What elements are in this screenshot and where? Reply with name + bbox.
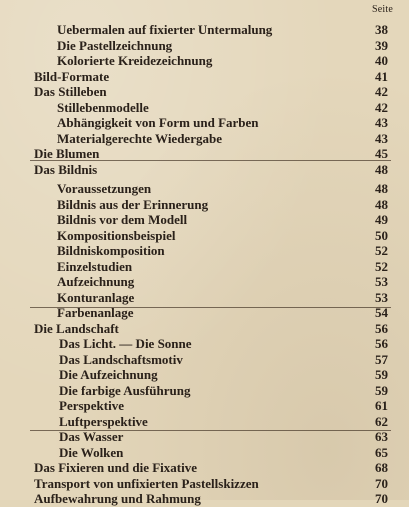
toc-entry xyxy=(0,321,409,337)
toc-entry xyxy=(0,398,409,414)
toc-entry-title: Voraussetzungen xyxy=(57,181,152,196)
toc-entry xyxy=(0,476,409,492)
toc-entry-title: Die Pastellzeichnung xyxy=(57,37,173,53)
section-divider xyxy=(30,160,391,161)
toc-entry-page: 59 xyxy=(375,367,388,382)
toc-entry-page: 68 xyxy=(375,460,388,475)
page-column-header: Seite xyxy=(372,4,393,15)
toc-entry-page: 48 xyxy=(375,196,388,212)
toc-entry-title: Transport von unfixierten Pastellskizzen xyxy=(34,475,259,491)
toc-entry-page: 65 xyxy=(375,444,388,460)
toc-entry-page: 56 xyxy=(375,320,388,336)
toc-entry xyxy=(0,491,409,507)
toc-entry-title: Das Stilleben xyxy=(34,84,107,99)
toc-entry-title: Bild-Formate xyxy=(34,68,110,84)
toc-entry-title: Aufbewahrung und Rahmung xyxy=(34,491,201,506)
toc-entry xyxy=(0,243,409,259)
toc-entry xyxy=(0,429,409,445)
toc-entry-title: Materialgerechte Wiedergabe xyxy=(57,130,222,146)
toc-entry xyxy=(0,367,409,383)
toc-entry xyxy=(0,100,409,116)
toc-entry-page: 42 xyxy=(375,84,388,99)
toc-entry-title: Das Landschaftsmotiv xyxy=(59,351,183,367)
section-divider xyxy=(30,430,391,431)
toc-entry-title: Die farbige Ausführung xyxy=(59,382,191,398)
table-of-contents xyxy=(0,22,409,507)
toc-entry-page: 43 xyxy=(375,115,388,130)
toc-entry-page: 42 xyxy=(375,99,388,115)
toc-entry-page: 40 xyxy=(375,53,388,68)
toc-entry xyxy=(0,414,409,430)
toc-entry xyxy=(0,181,409,197)
toc-entry-title: Luftperspektive xyxy=(59,413,148,429)
toc-entry-page: 50 xyxy=(375,227,388,243)
toc-entry-page: 70 xyxy=(375,491,388,506)
toc-entry-page: 61 xyxy=(375,398,388,413)
toc-entry xyxy=(0,162,409,178)
toc-entry-title: Kompositionsbeispiel xyxy=(57,227,176,243)
toc-entry-title: Stillebenmodelle xyxy=(57,99,149,115)
toc-entry xyxy=(0,212,409,228)
toc-entry-page: 62 xyxy=(375,413,388,429)
toc-entry-title: Das Bildnis xyxy=(34,161,98,177)
toc-entry-title: Konturanlage xyxy=(57,289,135,305)
toc-entry xyxy=(0,22,409,38)
toc-entry xyxy=(0,460,409,476)
toc-entry-title: Uebermalen auf fixierter Untermalung xyxy=(57,22,273,37)
toc-entry xyxy=(0,84,409,100)
toc-entry-page: 41 xyxy=(375,68,388,84)
toc-entry xyxy=(0,336,409,352)
toc-entry-page: 52 xyxy=(375,258,388,274)
toc-entry xyxy=(0,197,409,213)
toc-entry-page: 39 xyxy=(375,37,388,53)
toc-entry-title: Kolorierte Kreidezeichnung xyxy=(57,53,213,68)
toc-entry xyxy=(0,383,409,399)
toc-entry-title: Aufzeichnung xyxy=(57,274,135,289)
toc-entry-title: Bildnis aus der Erinnerung xyxy=(57,196,209,212)
section-divider xyxy=(30,307,391,308)
toc-entry-title: Die Landschaft xyxy=(34,320,119,336)
toc-entry xyxy=(0,259,409,275)
toc-entry-page: 63 xyxy=(375,429,388,444)
toc-entry-title: Die Wolken xyxy=(59,444,124,460)
toc-entry-title: Einzelstudien xyxy=(57,258,133,274)
toc-entry-title: Farbenanlage xyxy=(57,305,134,320)
toc-entry xyxy=(0,290,409,306)
toc-entry-title: Das Wasser xyxy=(59,429,124,444)
toc-entry xyxy=(0,38,409,54)
toc-entry xyxy=(0,115,409,131)
toc-entry-page: 38 xyxy=(375,22,388,37)
toc-entry-page: 53 xyxy=(375,274,388,289)
toc-entry-page: 52 xyxy=(375,243,388,258)
toc-entry-page: 43 xyxy=(375,130,388,146)
toc-entry-title: Das Fixieren und die Fixative xyxy=(34,460,197,475)
toc-entry-page: 48 xyxy=(375,181,388,196)
toc-entry-title: Perspektive xyxy=(59,398,124,413)
toc-entry-page: 57 xyxy=(375,351,388,367)
toc-entry-page: 59 xyxy=(375,382,388,398)
toc-entry xyxy=(0,69,409,85)
toc-entry-title: Die Aufzeichnung xyxy=(59,367,158,382)
toc-entry xyxy=(0,445,409,461)
toc-entry-page: 70 xyxy=(375,475,388,491)
toc-entry-page: 49 xyxy=(375,212,388,227)
toc-entry xyxy=(0,274,409,290)
toc-entry-page: 53 xyxy=(375,289,388,305)
toc-entry xyxy=(0,228,409,244)
toc-entry-page: 45 xyxy=(375,146,388,161)
toc-entry-title: Das Licht. — Die Sonne xyxy=(59,336,192,351)
toc-entry-title: Bildniskomposition xyxy=(57,243,165,258)
toc-entry xyxy=(0,131,409,147)
toc-entry-title: Abhängigkeit von Form und Farben xyxy=(57,115,259,130)
toc-entry-title: Bildnis vor dem Modell xyxy=(57,212,188,227)
toc-entry-page: 54 xyxy=(375,305,388,320)
toc-entry xyxy=(0,53,409,69)
toc-entry xyxy=(0,352,409,368)
toc-entry-page: 48 xyxy=(375,161,388,177)
toc-entry-page: 56 xyxy=(375,336,388,351)
toc-entry-title: Die Blumen xyxy=(34,146,100,161)
